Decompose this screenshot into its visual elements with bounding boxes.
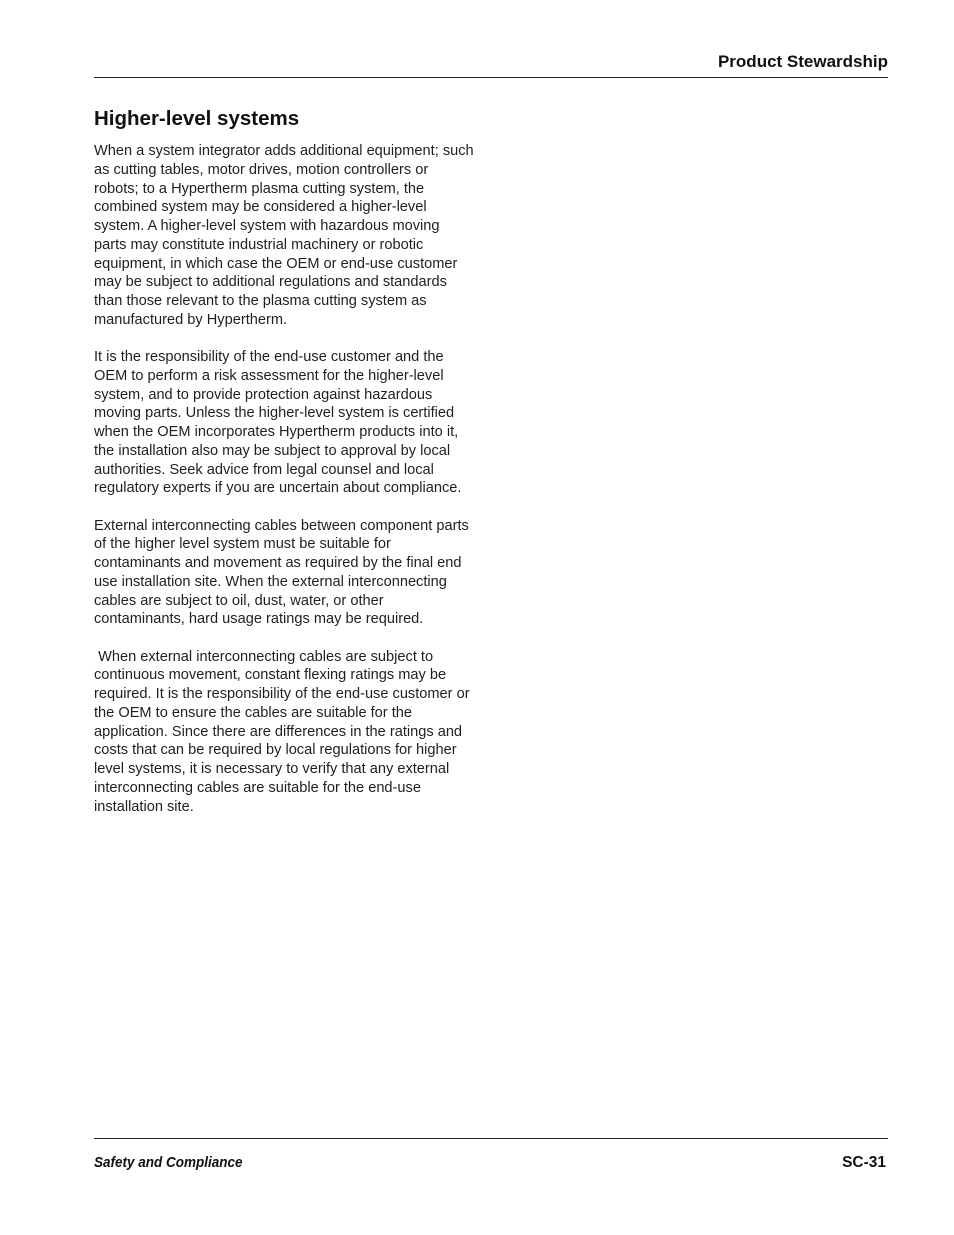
- paragraph-4: When external interconnecting cables are subject to continuous movement, constant flexing ratings may be required. It is the responsibility of the end-use customer or the OEM to ensure the cables are suitable for the application. Since there are differences in the ratings and costs that can be required by local regulations for higher level systems, it is necessary to verify that any external interconnecting cables are suitable for the end-use installation site.: [94, 648, 474, 815]
- footer-page-number: SC-31: [842, 1154, 886, 1171]
- paragraph-1: When a system integrator adds additional equipment; such as cutting tables, motor drives, motion controllers or robots; to a Hypertherm plasma cutting system, the combined system may be considered a higher-level system. A higher-level system with hazardous moving parts may constitute industrial machinery or robotic equipment, in which case the OEM or end-use customer may be subject to additional regulations and standards than those relevant to the plasma cutting system as manufactured by Hypertherm.: [94, 143, 474, 328]
- header-section-title: Product Stewardship: [717, 52, 888, 71]
- body-text: [94, 142, 476, 835]
- page-footer: [94, 1138, 888, 1171]
- section-heading: Higher-level systems: [94, 107, 300, 130]
- paragraph-2: It is the responsibility of the end-use customer and the OEM to perform a risk assessment for the higher-level system, and to provide protection against hazardous moving parts. Unless the higher-level system is certified when the OEM incorporates Hypertherm products into it, the installation also may be subject to approval by local authorities. Seek advice from legal counsel and local regulatory experts if you are uncertain about compliance.: [94, 349, 462, 497]
- page-header: [94, 50, 888, 78]
- paragraph-3: External interconnecting cables between component parts of the higher level system must be suitable for contaminants and movement as required by the final end use installation site. When the external interconnecting cables are subject to oil, dust, water, or other contaminants, hard usage ratings may be required.: [94, 517, 469, 628]
- footer-manual-section: Safety and Compliance: [94, 1154, 243, 1171]
